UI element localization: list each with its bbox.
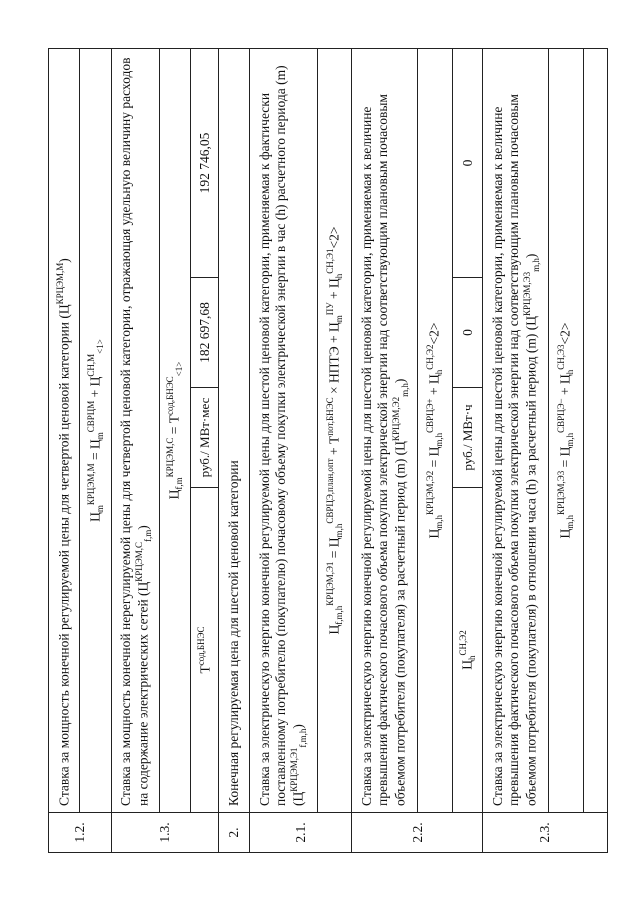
table-row [249, 49, 317, 853]
value-1: 182 697,68 [190, 278, 218, 388]
table-row [49, 49, 80, 853]
value-row [452, 49, 483, 853]
row-number: 1.3. [112, 813, 219, 853]
formula-row [417, 49, 452, 853]
row-description: Ставка за электрическую энергию конечной регулируемой цены для шестой ценовой категории, применяемая к величине превышения фактического почасового объема покупки электрической энергии над соответствующим плановым почасовым объемом потребителя (покупателя) за расчетный период (m) $(Ц^{КРЦЭМ,Э2}_{m,h})$ [352, 49, 418, 813]
value-2: 0 [452, 49, 483, 278]
formula-row [548, 49, 583, 853]
row-number: 1.2. [49, 813, 112, 853]
row-description: Ставка за электрическую энергию конечной регулируемой цены для шестой ценовой категории, применяемая к величине превышения фактического почасового объема покупки электрической энергии над соответствующим плановым почасовым объемом потребителя (покупателя) в отношении часа (h) за расчетный период (m) $(Ц^{КРЦЭМ,Э3}_{m,h})$ [483, 49, 549, 813]
table-row [352, 49, 418, 853]
unit: руб./ МВт·ч [452, 388, 483, 488]
value-2: 192 746,05 [190, 49, 218, 278]
row-number: 2.1. [249, 813, 352, 853]
formula-row [79, 49, 112, 853]
formula-row [160, 49, 191, 853]
formula: $Ц_{f,m,h}^{КРЦЭМ,Э1} = Ц_{m,h}^{СВРЦЭ,план,опт} + Т^{пот,БНЭС}$ × НПТЭ + $Ц_m^{ПУ} + Ц_h^{СН,Э1}<2>$ [317, 49, 352, 813]
row-number: 2.2. [352, 813, 483, 853]
row-description: Конечная регулируемая цена для шестой ценовой категории [219, 49, 250, 813]
tariff-table [48, 48, 608, 853]
empty-row [583, 49, 607, 853]
row-number: 2. [219, 813, 250, 853]
row-description: Ставка за мощность конечной нерегулируемой цены для четвертой ценовой категории, отражающая удельную величину расходов на содержание электрических сетей $(Ц^{КРЦЭМ,С}_{f,m})$ [112, 49, 160, 813]
empty-cell [583, 49, 607, 813]
rotated-page [48, 48, 608, 853]
table-row [219, 49, 250, 853]
formula-row [317, 49, 352, 853]
value-label: $Т^{сод,БНЭС}$ [190, 488, 218, 813]
table-row [483, 49, 549, 853]
unit: руб./ МВт·мес [190, 388, 218, 488]
row-number: 2.3. [483, 813, 608, 853]
formula: $Ц_m^{КРЦЭМ,М} = Ц_m^{СВРЦМ} + Ц^{СН,М}_{<1>}$ [79, 49, 112, 813]
table-row [112, 49, 160, 853]
formula: $Ц_{m,h}^{КРЦЭМ,Э2} = Ц_{m,h}^{СВРЦЭ+} + Ц_h^{СН,Э2}<2>$ [417, 49, 452, 813]
row-description: Ставка за мощность конечной регулируемой цены для четвертой ценовой категории $(Ц^{КРЦЭМ,М})$ [49, 49, 80, 813]
formula: $Ц_{f,m}^{КРЦЭМ,С} = Т^{сод,БНЭС}_{<1>}$ [160, 49, 191, 813]
value-label: $Ц_h^{СН,Э2}$ [452, 488, 483, 813]
row-description: Ставка за электрическую энергию конечной регулируемой цены для шестой ценовой категории, применяемая к фактически поставленному потребителю (покупателю) почасовому объему покупки электрической энергии в час (h) расчетного периода (m) $(Ц^{КРЦЭМ,Э1}_{f,m,h})$ [249, 49, 317, 813]
value-1: 0 [452, 278, 483, 388]
value-row [190, 49, 218, 853]
formula: $Ц_{m,h}^{КРЦЭМ,Э3} = Ц_{m,h}^{СВРЦЭ-} + Ц_h^{СН,Э3}<2>$ [548, 49, 583, 813]
